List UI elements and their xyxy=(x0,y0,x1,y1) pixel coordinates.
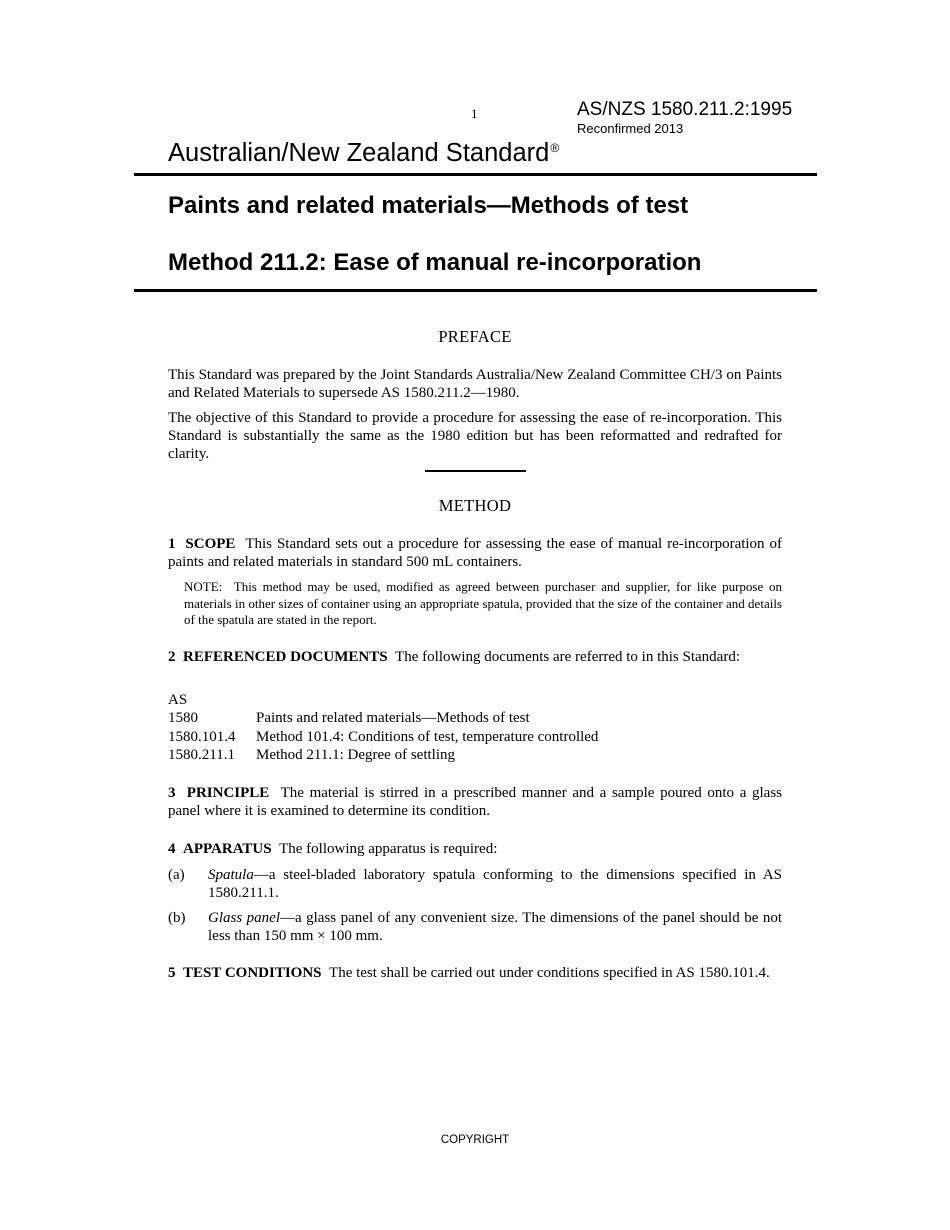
scope-title: SCOPE xyxy=(185,536,236,552)
title-bottom-rule xyxy=(134,289,817,292)
reference-code: 1580 xyxy=(168,710,198,726)
top-rule xyxy=(134,173,817,176)
apparatus-text: The following apparatus is required: xyxy=(279,841,498,857)
scope-section xyxy=(168,535,782,571)
registered-mark: ® xyxy=(550,141,560,155)
test-conditions-text: The test shall be carried out under conditions specified in AS 1580.101.4. xyxy=(329,965,770,981)
reference-row xyxy=(168,746,455,764)
document-id: AS/NZS 1580.211.2:1995 xyxy=(577,99,793,120)
principle-section xyxy=(168,784,782,820)
apparatus-item-term: Glass panel xyxy=(208,910,280,926)
reference-code: 1580.101.4 xyxy=(168,729,236,745)
principle-text: The material is stirred in a prescribed manner and a sample poured onto a glass panel where it is examined to determine its condition. xyxy=(168,785,782,819)
preface-heading: PREFACE xyxy=(438,327,512,346)
scope-text: This Standard sets out a procedure for assessing the ease of manual re-incorporation of paints and related materials in standard 500 mL containers. xyxy=(168,536,783,570)
standard-name xyxy=(168,139,559,168)
preface-paragraph-2: The objective of this Standard to provide a procedure for assessing the ease of re-incorporation. This Standard is substantially the same as the 1980 edition but has been reformatted and redrafted for clarity. xyxy=(168,410,782,462)
scope-number: 1 xyxy=(168,536,176,552)
apparatus-item xyxy=(168,909,782,945)
preface-paragraph-1: This Standard was prepared by the Joint Standards Australia/New Zealand Committee CH/3 on Paints and Related Materials to supersede AS 1580.211.2—1980. xyxy=(168,367,782,401)
reference-desc: Method 211.1: Degree of settling xyxy=(256,747,455,763)
copyright-footer: COPYRIGHT xyxy=(440,1134,510,1146)
referenced-title: REFERENCED DOCUMENTS xyxy=(183,649,388,665)
page-number: 1 xyxy=(471,106,478,121)
standard-name-text: Australian/New Zealand Standard xyxy=(168,139,550,167)
referenced-text: The following documents are referred to in this Standard: xyxy=(395,649,741,665)
referenced-number: 2 xyxy=(168,649,176,665)
reference-row xyxy=(168,709,530,727)
apparatus-item xyxy=(168,866,782,902)
sub-title: Method 211.2: Ease of manual re-incorporation xyxy=(168,249,702,276)
apparatus-item-body: Glass panel—a glass panel of any convenient size. The dimensions of the panel should be not less than 150 mm × 100 mm. xyxy=(208,910,782,944)
apparatus-item-text: a glass panel of any convenient size. The dimensions of the panel should be not less than 150 mm × 100 mm. xyxy=(208,910,782,944)
apparatus-item-text: a steel-bladed laboratory spatula conforming to the dimensions specified in AS 1580.211.1. xyxy=(208,867,782,901)
method-heading: METHOD xyxy=(438,496,512,515)
section-divider xyxy=(425,470,526,472)
apparatus-item-label: (b) xyxy=(168,910,186,926)
main-title: Paints and related materials—Methods of test xyxy=(168,192,689,219)
test-conditions-number: 5 xyxy=(168,965,176,981)
reference-row xyxy=(168,728,598,746)
apparatus-item-term: Spatula xyxy=(208,867,254,883)
principle-title: PRINCIPLE xyxy=(186,785,270,801)
apparatus-section xyxy=(168,840,782,858)
note-label: NOTE: xyxy=(184,579,223,594)
apparatus-item-label: (a) xyxy=(168,867,185,883)
reconfirmed-label: Reconfirmed 2013 xyxy=(577,121,684,136)
apparatus-item-body: Spatula—a steel-bladed laboratory spatula conforming to the dimensions specified in AS 1580.211.1. xyxy=(208,867,782,901)
note-text: This method may be used, modified as agreed between purchaser and supplier, for like purpose on materials in other sizes of container using an appropriate spatula, provided that the size of the container and details of the spatula are stated in the report. xyxy=(184,579,782,627)
reference-desc: Method 101.4: Conditions of test, temperature controlled xyxy=(256,729,599,745)
test-conditions-title: TEST CONDITIONS xyxy=(183,965,322,981)
scope-note xyxy=(184,579,782,629)
reference-desc: Paints and related materials—Methods of test xyxy=(256,710,530,726)
reference-code: 1580.211.1 xyxy=(168,747,235,763)
apparatus-title: APPARATUS xyxy=(183,841,272,857)
principle-number: 3 xyxy=(168,785,176,801)
reference-group-label: AS xyxy=(168,692,188,708)
apparatus-number: 4 xyxy=(168,841,176,857)
test-conditions-section xyxy=(168,964,782,982)
referenced-section xyxy=(168,648,782,666)
